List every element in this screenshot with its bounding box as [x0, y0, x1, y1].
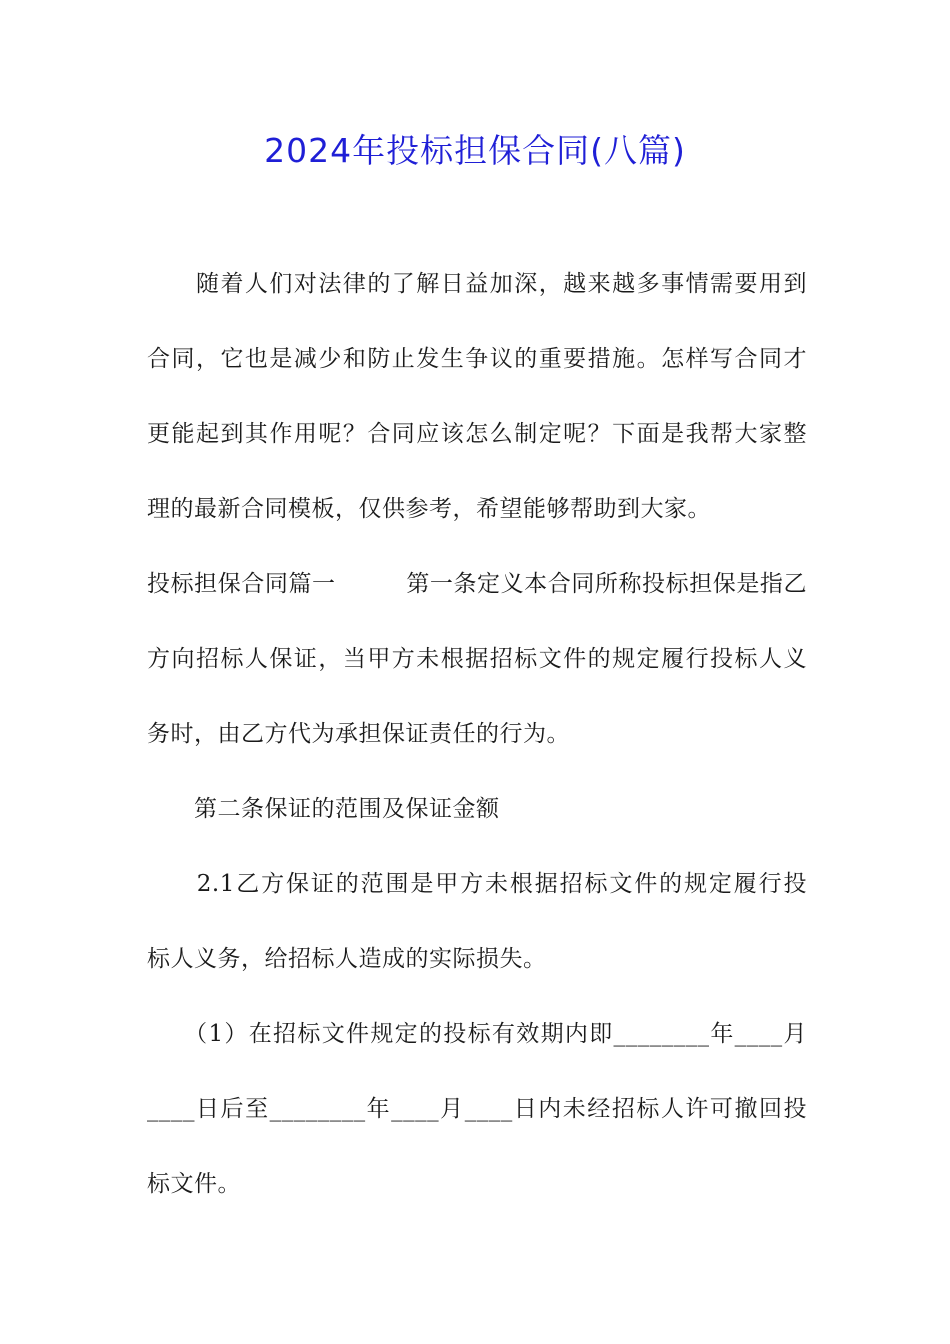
body-line-4: 理的最新合同模板，仅供参考，希望能够帮助到大家。	[147, 496, 711, 522]
body-line-7: 务时，由乙方代为承担保证责任的行为。	[147, 721, 570, 747]
document-title: 2024年投标担保合同(八篇)	[264, 131, 686, 170]
body-line-12: ____日后至________年____月____日内未经招标人许可撤回投	[147, 1096, 807, 1122]
clause-heading-2: 第二条保证的范围及保证金额	[147, 796, 500, 822]
body-line-1: 随着人们对法律的了解日益加深，越来越多事情需要用到	[147, 271, 807, 297]
body-line-10: 标人义务，给招标人造成的实际损失。	[147, 946, 547, 972]
body-line-11: （1）在招标文件规定的投标有效期内即________年____月	[147, 1021, 807, 1047]
body-line-6: 方向招标人保证，当甲方未根据招标文件的规定履行投标人义	[147, 646, 807, 672]
body-line-2: 合同，它也是减少和防止发生争议的重要措施。怎样写合同才	[147, 346, 807, 372]
body-line-9: 2.1乙方保证的范围是甲方未根据招标文件的规定履行投	[147, 871, 807, 897]
body-line-3: 更能起到其作用呢？合同应该怎么制定呢？下面是我帮大家整	[147, 421, 807, 447]
body-line-13: 标文件。	[147, 1171, 241, 1197]
section-heading-line: 投标担保合同篇一 第一条定义本合同所称投标担保是指乙	[147, 571, 807, 597]
